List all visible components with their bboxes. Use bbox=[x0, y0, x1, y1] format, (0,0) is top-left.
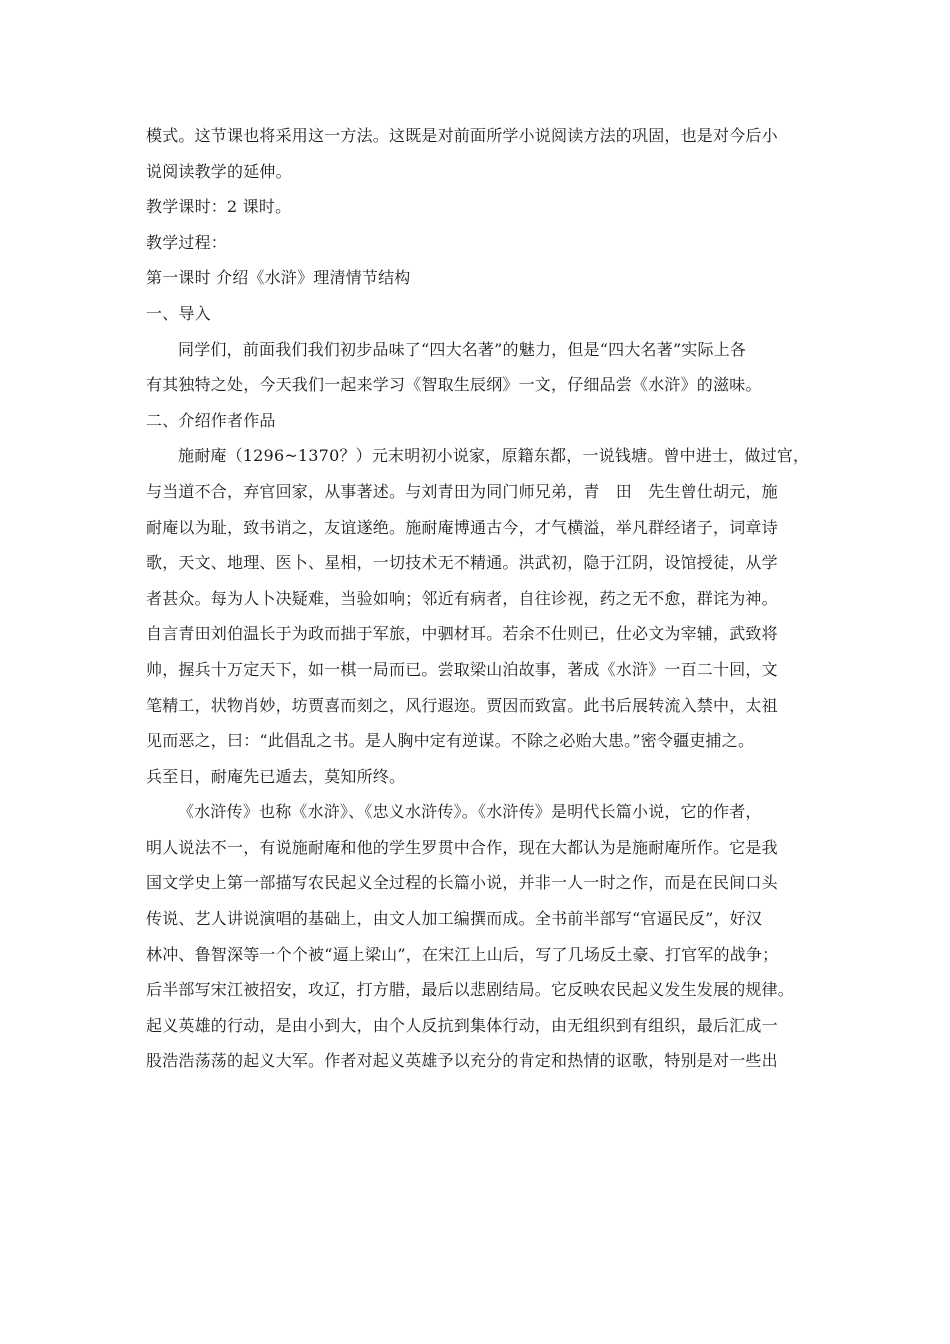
text-line: 《水浒传》也称《水浒》、《忠义水浒传》。《水浒传》是明代长篇小说，它的作者， bbox=[178, 802, 762, 822]
text-line: 歌，天文、地理、医卜、星相，一切技术无不精通。洪武初，隐于江阴，设馆授徒，从学 bbox=[146, 553, 778, 573]
text-line: 明人说法不一，有说施耐庵和他的学生罗贯中合作，现在大都认为是施耐庵所作。它是我 bbox=[146, 837, 778, 857]
section-heading: 第一课时 介绍《水浒》理清情节结构 bbox=[146, 268, 411, 288]
text-line: 模式。这节课也将采用这一方法。这既是对前面所学小说阅读方法的巩固，也是对今后小 bbox=[146, 126, 778, 145]
text-line: 兵至日，耐庵先已遁去，莫知所终。 bbox=[146, 766, 406, 786]
text-line: 自言青田刘伯温长于为政而拙于军旅，中驷材耳。若余不仕则已，仕必文为宰辅，武致将 bbox=[146, 624, 778, 644]
text-line: 笔精工，状物肖妙，坊贾喜而刻之，风行遐迩。贾因而致富。此书后展转流入禁中，太祖 bbox=[146, 695, 778, 715]
text-line: 有其独特之处，今天我们一起来学习《智取生辰纲》一文，仔细品尝《水浒》的滋味。 bbox=[146, 375, 762, 395]
text-line: 帅，握兵十万定天下，如一棋一局而已。尝取梁山泊故事，著成《水浒》一百二十回，文 bbox=[146, 659, 778, 679]
section-heading: 二、介绍作者作品 bbox=[146, 410, 276, 430]
text-line: 教学过程： bbox=[146, 232, 228, 252]
text-line: 林冲、鲁智深等一个个被“逼上梁山”，在宋江上山后，写了几场反土豪、打官军的战争； bbox=[146, 944, 779, 964]
text-line: 国文学史上第一部描写农民起义全过程的长篇小说，并非一人一时之作，而是在民间口头 bbox=[146, 873, 778, 893]
text-line: 与当道不合，弃官回家，从事著述。与刘青田为同门师兄弟，青 田 先生曾仕胡元，施 bbox=[146, 481, 778, 501]
text-line: 后半部写宋江被招安，攻辽，打方腊，最后以悲剧结局。它反映农民起义发生发展的规律。 bbox=[146, 980, 795, 1000]
text-line: 施耐庵（1296~1370？）元末明初小说家，原籍东都，一说钱塘。曾中进士，做过官， bbox=[178, 446, 810, 466]
text-line: 股浩浩荡荡的起义大军。作者对起义英雄予以充分的肯定和热情的讴歌，特别是对一些出 bbox=[146, 1051, 778, 1071]
text-line: 起义英雄的行动，是由小到大，由个人反抗到集体行动，由无组织到有组织，最后汇成一 bbox=[146, 1015, 778, 1035]
text-line: 说阅读教学的延伸。 bbox=[146, 161, 292, 181]
text-line: 传说、艺人讲说演唱的基础上，由文人加工编撰而成。全书前半部写“官逼民反”，好汉 bbox=[146, 909, 763, 929]
text-line: 教学课时：2 课时。 bbox=[146, 197, 292, 217]
text-line: 耐庵以为耻，致书诮之，友谊遂绝。施耐庵博通古今，才气横溢，举凡群经诸子，词章诗 bbox=[146, 517, 778, 537]
text-line: 同学们，前面我们我们初步品味了“四大名著”的魅力，但是“四大名著”实际上各 bbox=[178, 339, 747, 359]
text-line: 见而恶之，曰：“此倡乱之书。是人胸中定有逆谋。不除之必贻大患。”密令疆吏捕之。 bbox=[146, 731, 755, 751]
section-heading: 一、导入 bbox=[146, 303, 211, 323]
text-line: 者甚众。每为人卜决疑难，当验如响；邻近有病者，自往诊视，药之无不愈，群诧为神。 bbox=[146, 588, 778, 608]
document-page bbox=[146, 118, 826, 1079]
